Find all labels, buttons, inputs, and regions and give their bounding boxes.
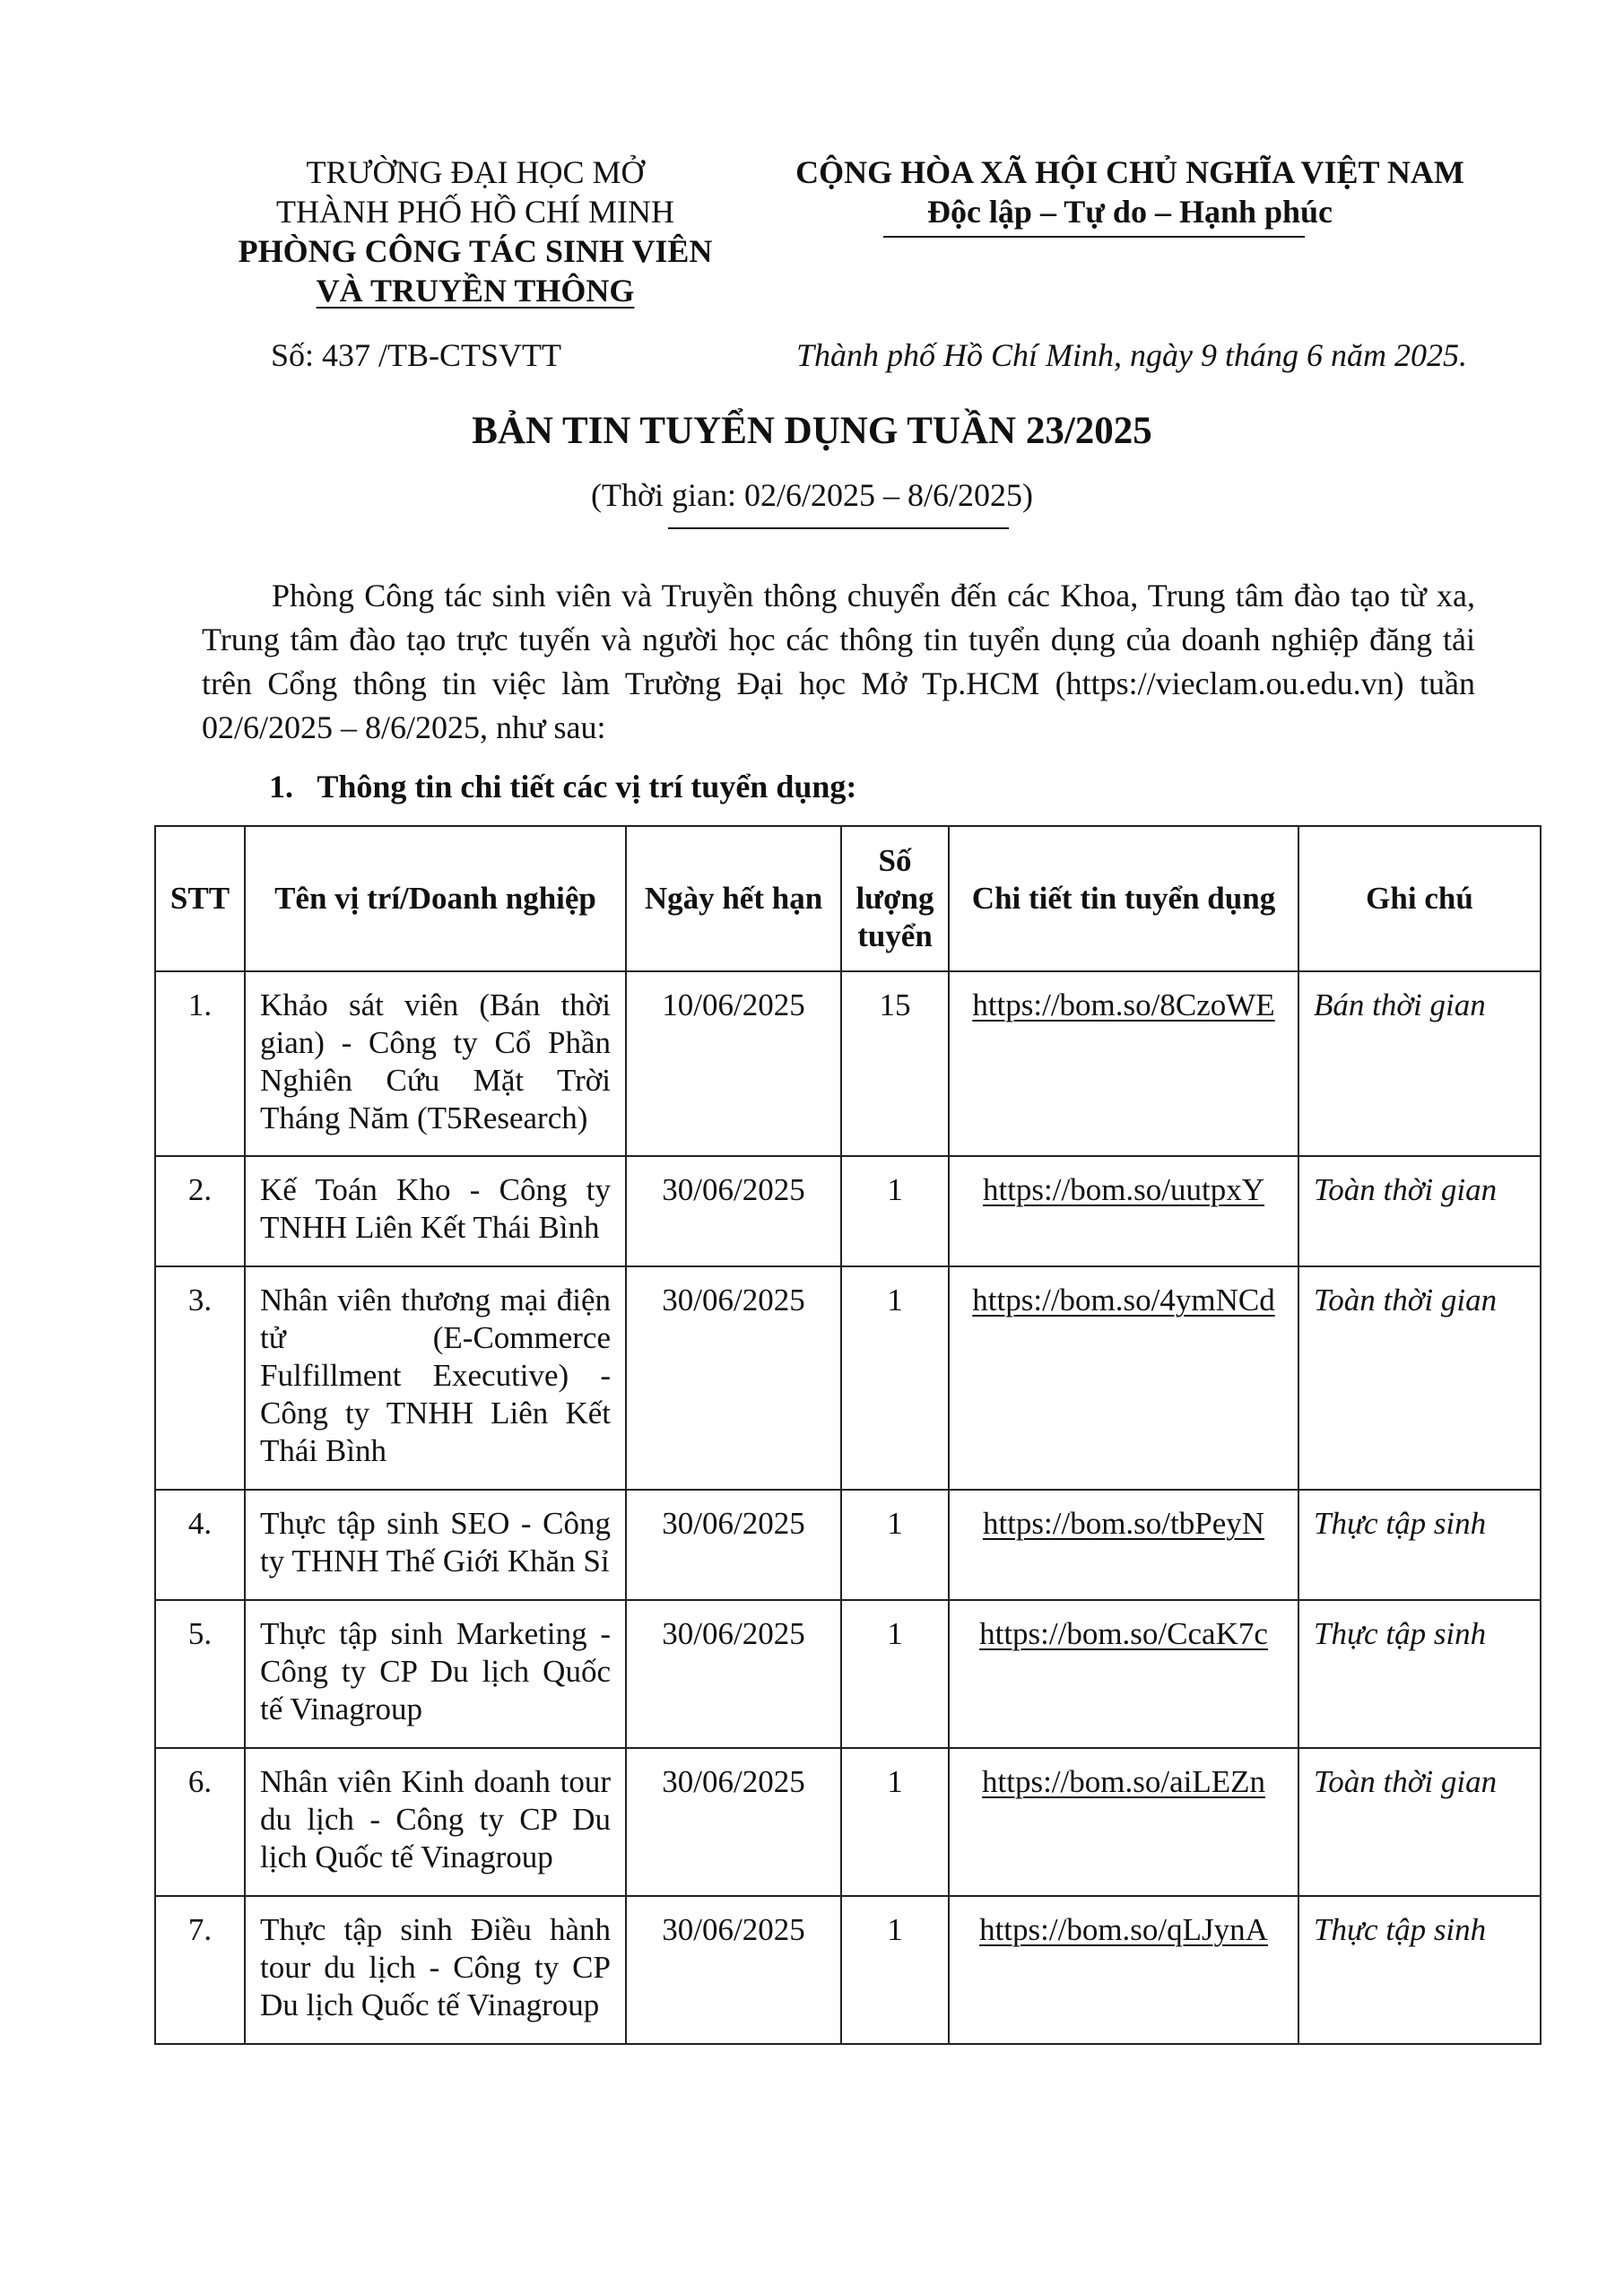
row-link[interactable]: https://bom.so/4ymNCd	[972, 1283, 1275, 1318]
header-name: Tên vị trí/Doanh nghiệp	[245, 826, 626, 971]
table-row	[155, 1156, 1541, 1266]
row-deadline: 30/06/2025	[626, 1896, 841, 2044]
reference-number: Số: 437 /TB-CTSVTT	[271, 337, 562, 373]
page-title: BẢN TIN TUYỂN DỤNG TUẦN 23/2025	[472, 410, 1152, 452]
issuer-block	[161, 152, 789, 310]
issuer-city: THÀNH PHỐ HỒ CHÍ MINH	[276, 194, 674, 230]
table-row	[155, 971, 1541, 1156]
issuer-university: TRƯỜNG ĐẠI HỌC MỞ	[306, 154, 645, 190]
table-row	[155, 1490, 1541, 1600]
row-note: Thực tập sinh	[1298, 1600, 1541, 1748]
row-deadline: 30/06/2025	[626, 1156, 841, 1266]
table-row	[155, 1748, 1541, 1896]
period-subtitle: (Thời gian: 02/6/2025 – 8/6/2025)	[591, 477, 1033, 513]
row-stt: 4.	[155, 1490, 245, 1600]
row-stt: 5.	[155, 1600, 245, 1748]
row-note: Toàn thời gian	[1298, 1156, 1541, 1266]
row-stt: 7.	[155, 1896, 245, 2044]
table-header-row	[155, 826, 1541, 971]
header-deadline: Ngày hết hạn	[626, 826, 841, 971]
row-note: Toàn thời gian	[1298, 1748, 1541, 1896]
place-date: Thành phố Hồ Chí Minh, ngày 9 tháng 6 năm 2025.	[796, 337, 1468, 373]
row-link[interactable]: https://bom.so/CcaK7c	[979, 1616, 1268, 1651]
row-stt: 6.	[155, 1748, 245, 1896]
header-quantity: Số lượng tuyển	[841, 826, 949, 971]
row-deadline: 10/06/2025	[626, 971, 841, 1156]
table-row	[155, 1896, 1541, 2044]
row-position: Thực tập sinh SEO - Công ty THNH Thế Giới Khăn Sỉ	[245, 1490, 626, 1600]
table-row	[155, 1600, 1541, 1748]
row-quantity: 1	[841, 1748, 949, 1896]
row-link[interactable]: https://bom.so/8CzoWE	[972, 987, 1275, 1022]
table-row	[155, 1266, 1541, 1490]
jobs-table	[154, 825, 1541, 2045]
row-quantity: 15	[841, 971, 949, 1156]
motto-rule	[883, 236, 1305, 238]
issuer-department: PHÒNG CÔNG TÁC SINH VIÊN	[238, 233, 713, 269]
row-stt: 3.	[155, 1266, 245, 1490]
row-quantity: 1	[841, 1266, 949, 1490]
row-note: Toàn thời gian	[1298, 1266, 1541, 1490]
row-deadline: 30/06/2025	[626, 1748, 841, 1896]
row-note: Thực tập sinh	[1298, 1490, 1541, 1600]
row-stt: 2.	[155, 1156, 245, 1266]
intro-paragraph: Phòng Công tác sinh viên và Truyền thông chuyển đến các Khoa, Trung tâm đào tạo từ xa, Trung tâm đào tạo trực tuyến và người học các thông tin tuyển dụng của doanh nghiệp đăng tải trên Cổng thông tin việc làm Trường Đại học Mở Tp.HCM (https://vieclam.ou.edu.vn) tuần 02/6/2025 – 8/6/2025, như sau:	[202, 578, 1475, 745]
header-link: Chi tiết tin tuyển dụng	[949, 826, 1298, 971]
row-quantity: 1	[841, 1896, 949, 2044]
row-position: Thực tập sinh Điều hành tour du lịch - Công ty CP Du lịch Quốc tế Vinagroup	[245, 1896, 626, 2044]
row-quantity: 1	[841, 1490, 949, 1600]
row-position: Khảo sát viên (Bán thời gian) - Công ty Cổ Phần Nghiên Cứu Mặt Trời Tháng Năm (T5Research)	[245, 971, 626, 1156]
row-position: Nhân viên thương mại điện tử (E-Commerce Fulfillment Executive) - Công ty TNHH Liên Kết Thái Bình	[245, 1266, 626, 1490]
row-deadline: 30/06/2025	[626, 1490, 841, 1600]
header-note: Ghi chú	[1298, 826, 1541, 971]
row-position: Kế Toán Kho - Công ty TNHH Liên Kết Thái Bình	[245, 1156, 626, 1266]
row-stt: 1.	[155, 971, 245, 1156]
row-deadline: 30/06/2025	[626, 1600, 841, 1748]
row-quantity: 1	[841, 1600, 949, 1748]
row-link[interactable]: https://bom.so/tbPeyN	[982, 1506, 1265, 1541]
row-quantity: 1	[841, 1156, 949, 1266]
row-link[interactable]: https://bom.so/aiLEZn	[982, 1764, 1265, 1799]
row-link[interactable]: https://bom.so/uutpxY	[982, 1172, 1265, 1207]
country-name: CỘNG HÒA XÃ HỘI CHỦ NGHĨA VIỆT NAM	[795, 154, 1464, 190]
section-heading: 1. Thông tin chi tiết các vị trí tuyển dụng:	[269, 769, 857, 804]
motto: Độc lập – Tự do – Hạnh phúc	[926, 194, 1333, 230]
row-position: Thực tập sinh Marketing - Công ty CP Du lịch Quốc tế Vinagroup	[245, 1600, 626, 1748]
row-note: Thực tập sinh	[1298, 1896, 1541, 2044]
row-deadline: 30/06/2025	[626, 1266, 841, 1490]
row-link[interactable]: https://bom.so/qLJynA	[979, 1912, 1268, 1947]
national-motto-block	[771, 152, 1489, 231]
issuer-department-line2: VÀ TRUYỀN THÔNG	[316, 273, 635, 309]
row-note: Bán thời gian	[1298, 971, 1541, 1156]
header-stt: STT	[155, 826, 245, 971]
period-rule	[668, 527, 1009, 529]
row-position: Nhân viên Kinh doanh tour du lịch - Công ty CP Du lịch Quốc tế Vinagroup	[245, 1748, 626, 1896]
